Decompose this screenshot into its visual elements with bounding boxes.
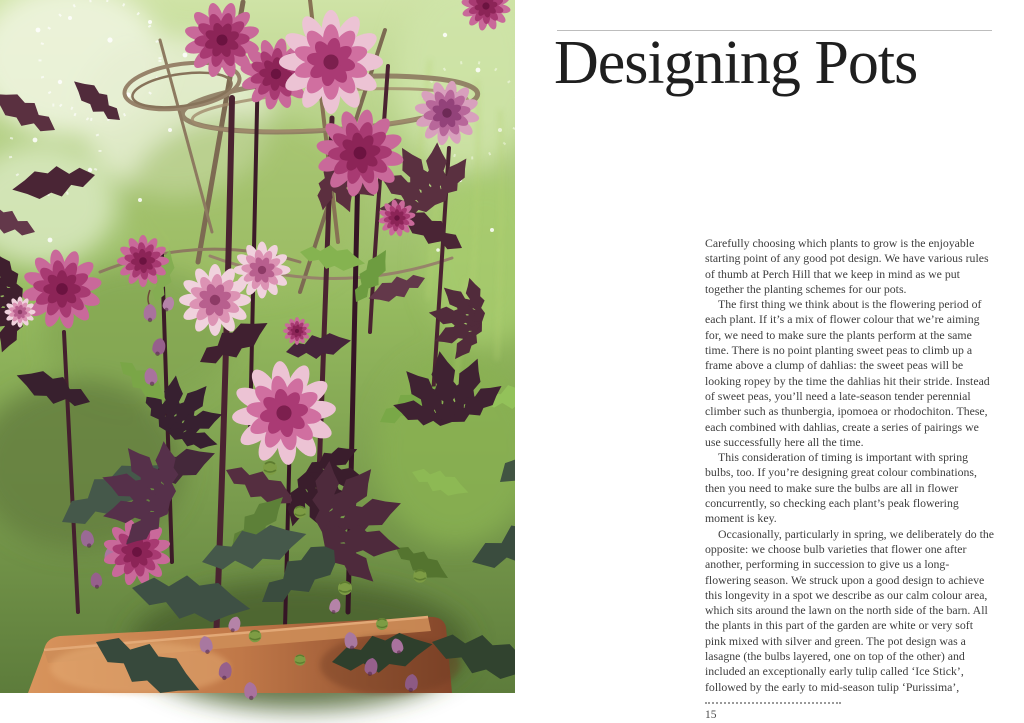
paragraph-4: Occasionally, particularly in spring, we deliberately do the opposite: we choose bulb varieties that flower one after another, performing in succession to give us a long-flowering season. We struck upon a good design to achieve this longevity in a spot we describe as our calm colour area, which sits around the lawn on the north side of the barn. All the plants in this part of the garden are white or very soft pink mixed with silver and green. The pot design was a lasagne (the bulbs layered, one on top of the other) and included an exceptionally early tulip called ‘Ice Stick’, followed by the early to mid-season tulip ‘Purissima’, — [705, 526, 995, 694]
article-body — [705, 236, 995, 723]
paragraph-2: The first thing we think about is the flowering period of each plant. If it’s a mix of flower colour that we’re aiming for, we need to make sure the plants perform at the same time. There is no point planting sweet peas to climb up a frame above a clump of dahlias: the sweet peas will be looking ropey by the time the dahlias hit their stride. Instead of sweet peas, you’ll need a late-season tender perennial climber such as thunbergia, ipomoea or rhodochiton. These, each combined with dahlias, create a series of pairings we use successfully here all the time. — [705, 297, 990, 449]
page-footer — [705, 702, 995, 723]
page-number: 15 — [705, 708, 717, 721]
dahlia-pot-photo — [0, 0, 515, 693]
text-page — [515, 0, 1024, 721]
page-title: Designing Pots — [554, 29, 918, 97]
paragraph-1: Carefully choosing which plants to grow is the enjoyable starting point of any good pot design. We have various rules of thumb at Perch Hill that we keep in mind as we put together the planting schemes for our pots. — [705, 236, 989, 296]
footer-dotted-rule — [705, 702, 841, 704]
paragraph-3: This consideration of timing is important with spring bulbs, too. If you’re designing great colour combinations, then you need to make sure the bulbs are all in flower concurrently, so checking each plant’s peak flowering moment is key. — [705, 450, 977, 526]
garden-photo-illustration — [0, 0, 515, 693]
